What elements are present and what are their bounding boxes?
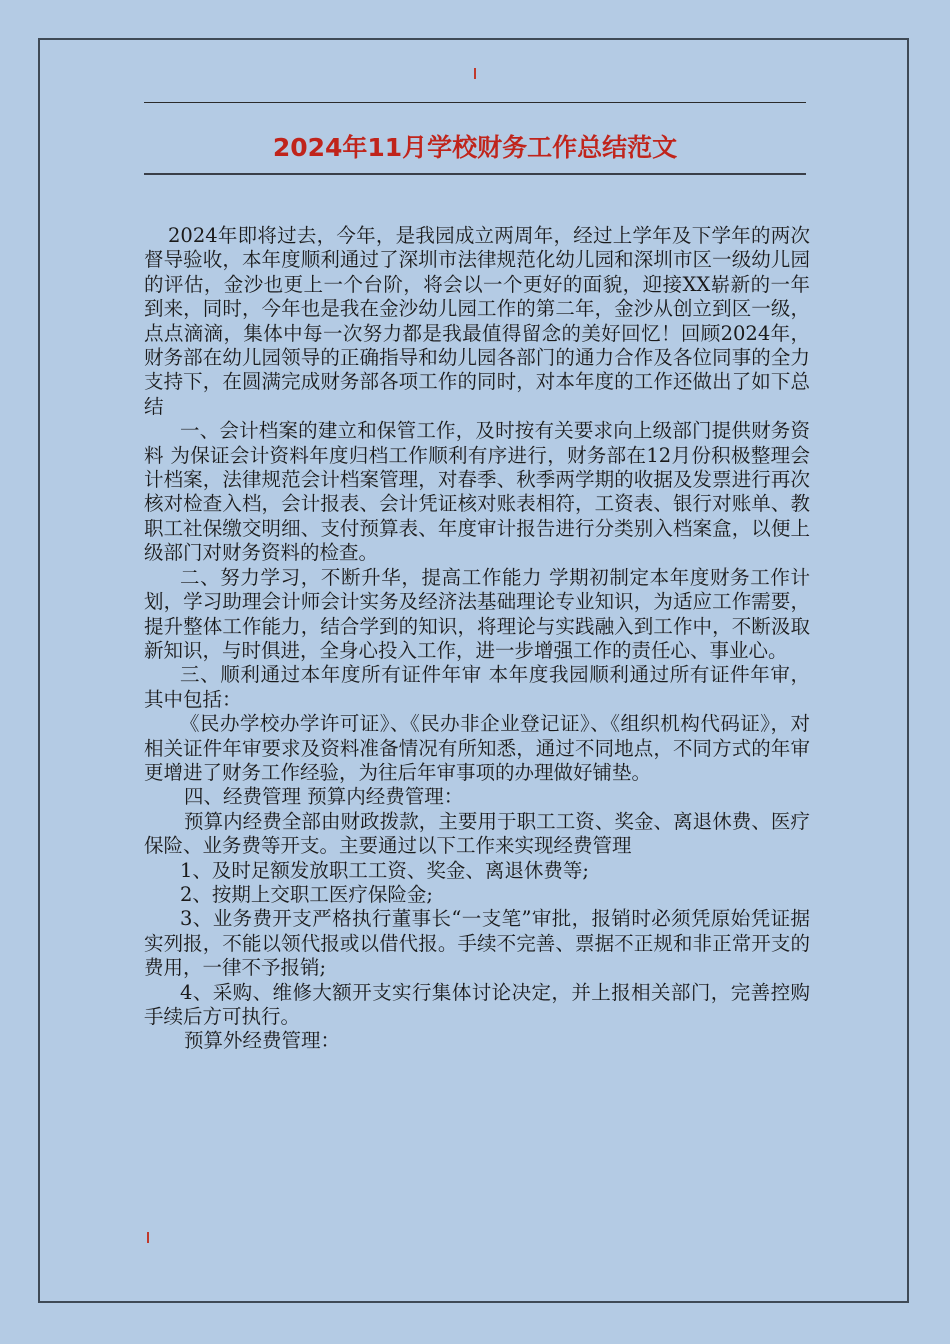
header-rule xyxy=(144,102,806,103)
title-underline xyxy=(144,173,806,175)
paragraph-budget-intro: 预算内经费全部由财政拨款，主要用于职工工资、奖金、离退休费、医疗保险、业务费等开支。主要通过以下工作来实现经费管理 xyxy=(144,809,810,858)
paragraph-intro: 2024年即将过去，今年，是我园成立两周年，经过上学年及下学年的两次督导验收，本年度顺利通过了深圳市法律规范化幼儿园和深圳市区一级幼儿园的评估，金沙也更上一个台阶，将会以一个更好的面貌，迎接XX崭新的一年到来，同时，今年也是我在金沙幼儿园工作的第二年，金沙从创立到区一级，点点滴滴，集体中每一次努力都是我最值得留念的美好回忆！回顾2024年，财务部在幼儿园领导的正确指导和幼儿园各部门的通力合作及各位同事的全力支持下，在圆满完成财务部各项工作的同时，对本年度的工作还做出了如下总结 xyxy=(144,224,810,418)
paragraph-extra-budget: 预算外经费管理： xyxy=(184,1029,341,1053)
list-item-1: 1、及时足额发放职工工资、奖金、离退休费等; xyxy=(180,858,589,882)
paragraph-section-3: 三、顺利通过本年度所有证件年审 本年度我园顺利通过所有证件年审，其中包括： xyxy=(144,663,810,711)
list-item-2: 2、按期上交职工医疗保险金; xyxy=(180,882,433,906)
footer-mark xyxy=(147,1232,149,1243)
document-body xyxy=(144,224,810,1054)
list-item-3: 3、业务费开支严格执行董事长“一支笔”审批，报销时必须凭原始凭证据实列报，不能以领代报或以借代报。手续不完善、票据不正规和非正常开支的费用，一律不予报销; xyxy=(144,907,810,980)
document-title: 2024年11月学校财务工作总结范文 xyxy=(272,133,678,162)
paragraph-section-2: 二、努力学习，不断升华，提高工作能力 学期初制定本年度财务工作计划，学习助理会计师会计实务及经济法基础理论专业知识，为适应工作需要，提升整体工作能力，结合学到的知识，将理论与实践融入到工作中，不断汲取新知识，与时俱进，全身心投入工作，进一步增强工作的责任心、事业心。 xyxy=(144,565,810,662)
paragraph-section-1: 一、会计档案的建立和保管工作，及时按有关要求向上级部门提供财务资料 为保证会计资料年度归档工作顺利有序进行，财务部在12月份积极整理会计档案，法律规范会计档案管理，对春季、秋季两学期的收据及发票进行再次核对检查入档，会计报表、会计凭证核对账表相符，工资表、银行对账单、教职工社保缴交明细、支付预算表、年度审计报告进行分类别入档案盒，以便上级部门对财务资料的检查。 xyxy=(144,419,810,565)
header-mark xyxy=(474,68,476,79)
paragraph-section-4: 四、经费管理 预算内经费管理： xyxy=(184,785,464,809)
list-item-4: 4、采购、维修大额开支实行集体讨论决定，并上报相关部门，完善控购手续后方可执行。 xyxy=(144,980,810,1028)
paragraph-certificates: 《民办学校办学许可证》、《民办非企业登记证》、《组织机构代码证》，对相关证件年审要求及资料准备情况有所知悉，通过不同地点，不同方式的年审更增进了财务工作经验，为往后年审事项的办理做好铺垫。 xyxy=(144,712,810,784)
